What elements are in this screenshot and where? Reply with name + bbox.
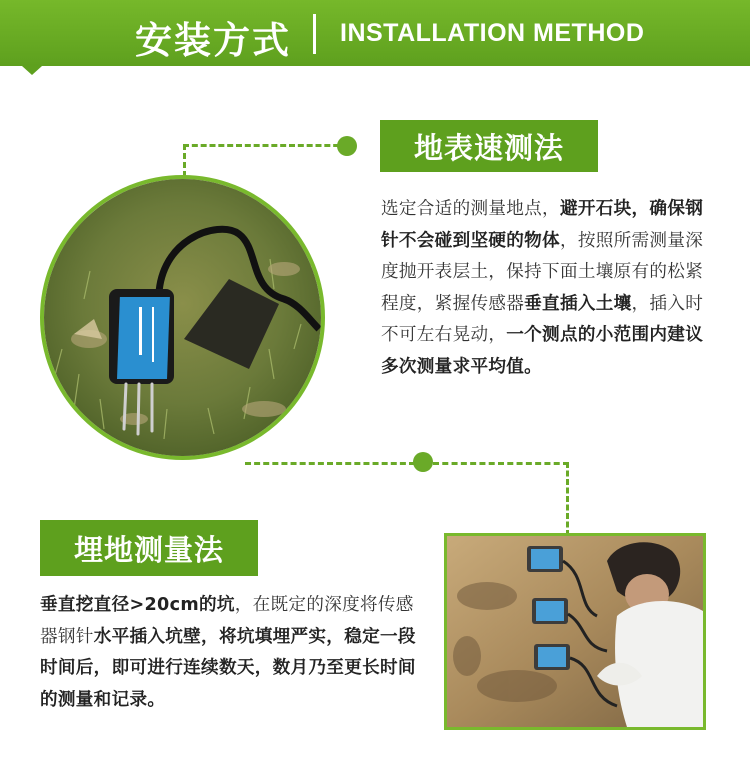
text-segment: ，按照所需测量深度抛开表层土，保持下面土壤原有的松紧程度，紧握传感器 <box>381 230 704 314</box>
text-segment-bold: 垂直挖直径>20cm的坑 <box>40 595 235 615</box>
buried-method-title: 埋地测量法 <box>40 520 258 576</box>
header-divider <box>313 14 316 54</box>
text-segment: 选定合适的测量地点， <box>381 199 560 219</box>
text-segment-bold: 一个测点的小范围内建议多次测量求平均值。 <box>381 325 704 377</box>
text-segment-bold: 避开石块，确保钢针不会碰到坚硬的物体 <box>381 199 704 251</box>
buried-method-description <box>40 590 430 716</box>
header-title-en: INSTALLATION METHOD <box>340 19 645 47</box>
banner-notch <box>22 66 42 75</box>
connector-dot-top <box>337 136 357 156</box>
connector-dot-middle <box>413 452 433 472</box>
connector-line-right <box>433 462 569 536</box>
surface-method-description <box>381 194 716 383</box>
text-segment: ，在既定的深度将传感器钢针 <box>40 595 414 647</box>
connector-line-middle <box>245 462 415 465</box>
header-banner <box>0 0 750 66</box>
text-segment-bold: 垂直插入土壤 <box>524 293 632 314</box>
surface-method-title: 地表速测法 <box>380 120 598 172</box>
connector-line-top <box>183 144 348 177</box>
text-segment-bold: 水平插入坑壁，将坑填埋严实，稳定一段时间后，即可进行连续数天，数月乃至更长时间的测量和记录。 <box>40 626 416 710</box>
text-segment: ，插入时不可左右晃动， <box>381 293 704 345</box>
buried-measurement-photo <box>444 533 706 730</box>
surface-measurement-photo <box>40 175 325 460</box>
header-title-cn: 安装方式 <box>135 19 291 62</box>
